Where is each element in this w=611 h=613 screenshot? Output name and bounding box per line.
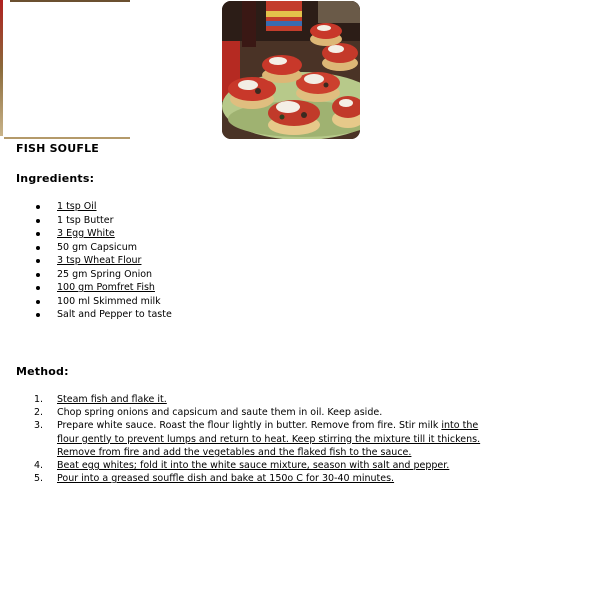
step-text: Chop spring onions and capsicum and saute them in oil. Keep aside. [57, 407, 383, 419]
step-link[interactable]: Beat egg whites; fold it into the white sauce mixture, season with salt and pepper. [57, 460, 450, 472]
ingredient-item [16, 227, 172, 241]
step-number: 3. [34, 420, 44, 432]
step-text: Prepare white sauce. Roast the flour lightly in butter. Remove from fire. Stir milk [57, 420, 442, 432]
step-link[interactable]: Steam fish and flake it. [57, 394, 167, 405]
step-link[interactable]: into the flour gently to prevent lumps and return to heat. Keep stirring the mixture till it thickens. Remove from fire and add the vegetables and the flaked fish to the sauce. [57, 420, 481, 458]
method-step [16, 419, 496, 459]
method-heading: Method: [16, 365, 69, 378]
step-number: 2. [34, 407, 44, 419]
recipe-title: FISH SOUFLE [16, 142, 100, 155]
method-step [16, 406, 496, 419]
method-list [16, 393, 496, 485]
bread-slice-3 [296, 72, 340, 102]
bullet-icon [36, 313, 40, 317]
ingredients-heading: Ingredients: [16, 172, 95, 185]
ingredient-item [16, 281, 172, 295]
ingredient-link[interactable]: 100 gm Pomfret Fish [57, 282, 155, 293]
ingredient-item [16, 308, 172, 322]
bread-slice-5 [322, 43, 358, 71]
food-photo-illustration [222, 1, 360, 139]
method-step [16, 393, 496, 406]
ingredient-text: 50 gm Capsicum [57, 241, 137, 253]
bullet-icon [36, 219, 40, 223]
method-step [16, 459, 496, 472]
step-number: 4. [34, 460, 44, 472]
ingredient-item [16, 241, 172, 255]
ingredient-link[interactable]: 3 tsp Wheat Flour [57, 255, 142, 266]
bread-slice-7 [310, 23, 342, 46]
banner-image-left [0, 0, 131, 139]
bullet-icon [36, 205, 40, 209]
bullet-icon [36, 273, 40, 277]
step-number: 5. [34, 473, 44, 485]
ingredient-link[interactable]: 1 tsp Oil [57, 201, 97, 212]
ingredient-item [16, 254, 172, 268]
ingredient-item [16, 214, 172, 228]
ingredient-item [16, 295, 172, 309]
bread-slice-2 [268, 100, 320, 135]
bread-slice-1 [228, 77, 276, 109]
bullet-icon [36, 232, 40, 236]
image-edge-left [0, 0, 3, 136]
ingredient-text: 25 gm Spring Onion [57, 268, 153, 280]
bullet-icon [36, 300, 40, 304]
image-edge-bottom [4, 137, 130, 139]
bruschetta-photo [222, 1, 360, 139]
bread-slice-6 [332, 96, 360, 128]
ingredient-text: 100 ml Skimmed milk [57, 295, 161, 307]
ingredient-text: Salt and Pepper to taste [57, 309, 172, 320]
method-step [16, 472, 496, 485]
bullet-icon [36, 286, 40, 290]
ingredient-item [16, 200, 172, 214]
ingredient-item [16, 268, 172, 282]
ingredient-text: 1 tsp Butter [57, 214, 114, 226]
bullet-icon [36, 246, 40, 250]
step-link[interactable]: Pour into a greased souffle dish and bake at 150o C for 30-40 minutes. [57, 473, 395, 485]
step-number: 1. [34, 394, 44, 405]
ingredient-link[interactable]: 3 Egg White [57, 228, 115, 239]
bullet-icon [36, 259, 40, 263]
bread-slice-4 [262, 55, 302, 83]
ingredients-list [16, 200, 172, 322]
image-edge-top [10, 0, 130, 2]
